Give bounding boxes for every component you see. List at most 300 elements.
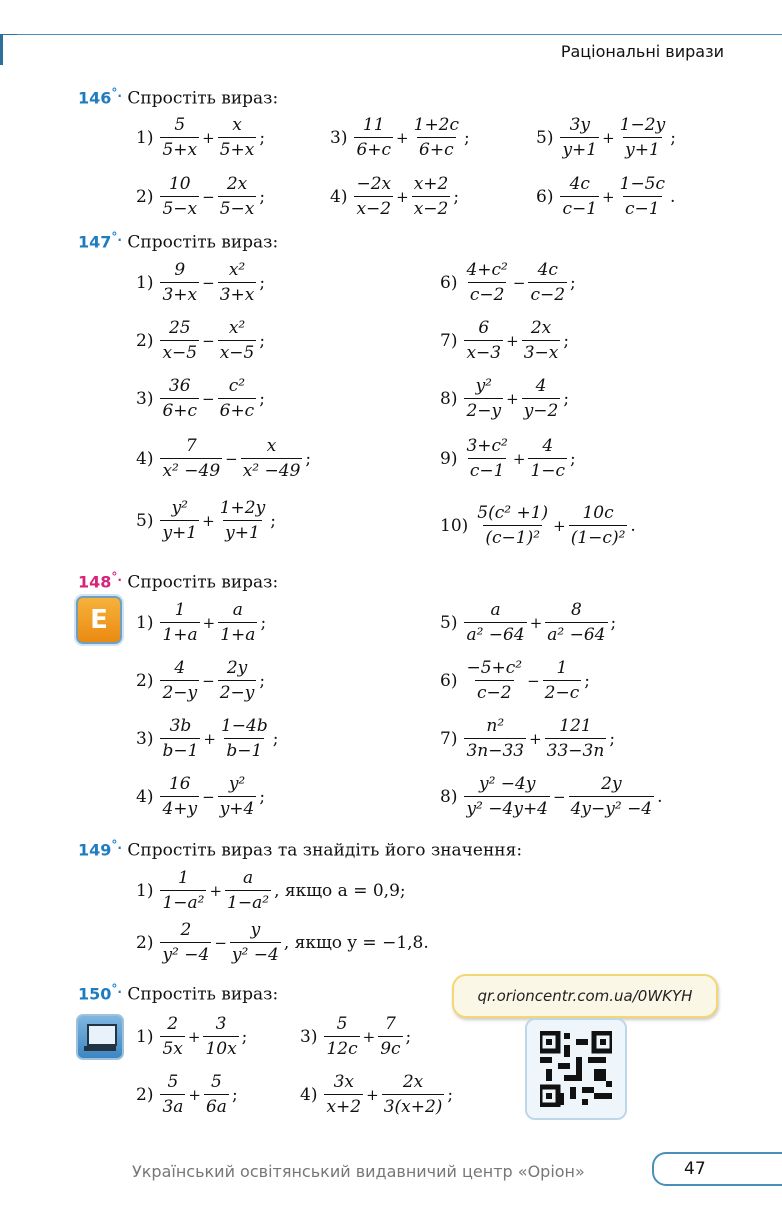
expression-item bbox=[136, 868, 406, 913]
fraction bbox=[569, 774, 655, 819]
item-tail: ; bbox=[270, 510, 276, 531]
operator: + bbox=[602, 187, 615, 206]
exercise-task: Спростіть вираз: bbox=[127, 984, 279, 1005]
fraction bbox=[475, 503, 550, 548]
denominator: x−2 bbox=[354, 196, 393, 219]
operator: − bbox=[225, 449, 238, 468]
item-tail: ; bbox=[453, 186, 460, 207]
header-tab bbox=[0, 34, 17, 65]
denominator: x² −49 bbox=[241, 458, 303, 481]
numerator: 1+2y bbox=[219, 498, 266, 518]
expression-item bbox=[440, 376, 569, 421]
fraction bbox=[382, 1072, 445, 1117]
operator: − bbox=[202, 787, 215, 806]
denominator: y² −4y+4 bbox=[464, 796, 550, 819]
item-label: 2) bbox=[136, 932, 154, 953]
numerator: 1 bbox=[174, 600, 186, 620]
fraction bbox=[378, 1014, 402, 1059]
exercise-task: Спростіть вираз та знайдіть його значення: bbox=[127, 840, 523, 861]
numerator: x bbox=[266, 436, 277, 456]
numerator: 2x bbox=[530, 318, 552, 338]
item-tail: ; bbox=[563, 330, 570, 351]
numerator: 3b bbox=[169, 716, 192, 736]
exercise-149-heading: 149°. Спростіть вираз та знайдіть його значення: bbox=[78, 838, 523, 861]
exercise-number: 147 bbox=[78, 232, 112, 252]
numerator: 6 bbox=[478, 318, 490, 338]
numerator: 2 bbox=[180, 920, 192, 940]
numerator: 1 bbox=[178, 868, 189, 888]
operator: + bbox=[506, 389, 519, 408]
fraction bbox=[218, 600, 257, 645]
denominator: b−1 bbox=[224, 738, 264, 761]
denominator: 33−3n bbox=[545, 738, 607, 761]
expression-item bbox=[136, 436, 311, 481]
fraction bbox=[324, 1072, 363, 1117]
denominator: 3+x bbox=[218, 282, 257, 305]
denominator: 1−a² bbox=[225, 890, 271, 913]
fraction bbox=[464, 658, 524, 703]
denominator: 9c bbox=[378, 1036, 402, 1059]
expression-item bbox=[136, 716, 278, 761]
item-tail: ; bbox=[259, 272, 266, 293]
numerator: 3+c² bbox=[466, 436, 508, 456]
operator: + bbox=[553, 516, 566, 535]
denominator: 1−c bbox=[528, 458, 567, 481]
expression-item bbox=[440, 318, 569, 363]
denominator: 3(x+2) bbox=[382, 1094, 445, 1117]
denominator: (1−c)² bbox=[569, 525, 628, 548]
item-tail: ; bbox=[570, 448, 576, 469]
item-label: 3) bbox=[136, 728, 154, 749]
item-tail: ; bbox=[584, 670, 590, 691]
numerator: a bbox=[490, 600, 501, 620]
expression-item bbox=[136, 260, 265, 305]
fraction bbox=[241, 436, 303, 481]
operator: − bbox=[202, 389, 215, 408]
denominator: 5+x bbox=[218, 137, 257, 160]
item-tail: , якщо a = 0,9; bbox=[274, 880, 406, 901]
fraction bbox=[543, 658, 582, 703]
item-label: 5) bbox=[440, 612, 458, 633]
denominator: 5+x bbox=[160, 137, 199, 160]
fraction bbox=[464, 318, 503, 363]
denominator: c−1 bbox=[468, 458, 507, 481]
denominator: y+4 bbox=[218, 796, 257, 819]
exercise-number: 146 bbox=[78, 88, 112, 108]
fraction bbox=[464, 600, 526, 645]
item-tail: . bbox=[657, 786, 663, 807]
exercise-number: 150 bbox=[78, 984, 112, 1004]
numerator: x² bbox=[228, 260, 246, 280]
fraction bbox=[204, 1072, 229, 1117]
denominator: 1+a bbox=[218, 622, 257, 645]
expression-item bbox=[330, 115, 470, 160]
fraction bbox=[160, 1014, 184, 1059]
qr-link[interactable]: qr.orioncentr.com.ua/0WKYH bbox=[452, 974, 718, 1018]
numerator: y bbox=[250, 920, 261, 940]
numerator: a bbox=[232, 600, 243, 620]
numerator: 5 bbox=[336, 1014, 348, 1034]
denominator: c−2 bbox=[468, 282, 507, 305]
operator: − bbox=[214, 933, 227, 952]
item-label: 9) bbox=[440, 448, 458, 469]
denominator: 10x bbox=[203, 1036, 238, 1059]
denominator: x² −49 bbox=[160, 458, 222, 481]
item-label: 1) bbox=[136, 1026, 154, 1047]
exercise-task: Спростіть вираз: bbox=[127, 572, 279, 593]
denominator: 2−c bbox=[543, 680, 582, 703]
fraction bbox=[160, 115, 199, 160]
numerator: 2y bbox=[601, 774, 622, 794]
numerator: 4c bbox=[537, 260, 558, 280]
numerator: 4+c² bbox=[466, 260, 508, 280]
denominator: y+1 bbox=[623, 137, 662, 160]
item-label: 1) bbox=[136, 880, 154, 901]
operator: + bbox=[506, 331, 519, 350]
expression-item bbox=[136, 498, 276, 543]
denominator: x−5 bbox=[160, 340, 199, 363]
denominator: 1−a² bbox=[160, 890, 206, 913]
operator: + bbox=[366, 1085, 379, 1104]
fraction bbox=[218, 774, 257, 819]
denominator: x−3 bbox=[464, 340, 503, 363]
fraction bbox=[218, 318, 257, 363]
item-tail: ; bbox=[464, 127, 470, 148]
operator: + bbox=[602, 128, 615, 147]
exercise-number: 148 bbox=[78, 572, 112, 592]
numerator: 5 bbox=[174, 115, 186, 135]
expression-item bbox=[136, 376, 265, 421]
fraction bbox=[464, 376, 503, 421]
numerator: y² bbox=[475, 376, 492, 396]
operator: − bbox=[512, 273, 526, 292]
item-tail: ; bbox=[259, 186, 266, 207]
denominator: y+1 bbox=[160, 520, 199, 543]
expression-item bbox=[440, 658, 590, 703]
numerator: 9 bbox=[174, 260, 186, 280]
numerator: 11 bbox=[362, 115, 385, 135]
numerator: 16 bbox=[168, 774, 191, 794]
fraction bbox=[230, 920, 281, 965]
exercise-146-heading: 146°. Спростіть вираз: bbox=[78, 86, 279, 109]
item-label: 4) bbox=[136, 448, 154, 469]
fraction bbox=[464, 436, 509, 481]
item-tail: ; bbox=[241, 1026, 248, 1047]
fraction bbox=[160, 600, 199, 645]
operator: + bbox=[362, 1027, 376, 1046]
numerator: 3 bbox=[215, 1014, 227, 1034]
fraction bbox=[545, 716, 607, 761]
fraction bbox=[464, 774, 550, 819]
numerator: 1+2c bbox=[413, 115, 460, 135]
item-label: 4) bbox=[300, 1084, 318, 1105]
fraction bbox=[324, 1014, 359, 1059]
numerator: a bbox=[242, 868, 254, 888]
item-tail: ; bbox=[563, 388, 570, 409]
fraction bbox=[618, 115, 667, 160]
denominator: 2−y bbox=[464, 398, 503, 421]
item-tail: . bbox=[670, 186, 676, 207]
numerator: −5+c² bbox=[466, 658, 523, 678]
computer-icon bbox=[76, 1014, 124, 1060]
item-label: 6) bbox=[440, 272, 458, 293]
e-badge-icon: E bbox=[76, 596, 122, 644]
exercise-task: Спростіть вираз: bbox=[127, 232, 279, 253]
denominator: y² −4 bbox=[160, 942, 211, 965]
numerator: 4 bbox=[542, 436, 554, 456]
expression-item bbox=[136, 774, 265, 819]
denominator: 3a bbox=[160, 1094, 185, 1117]
expression-item bbox=[330, 174, 459, 219]
denominator: c−1 bbox=[623, 196, 662, 219]
item-label: 5) bbox=[536, 127, 554, 148]
qr-code-icon bbox=[525, 1018, 627, 1120]
denominator: 6+c bbox=[218, 398, 257, 421]
numerator: 10 bbox=[168, 174, 191, 194]
operator: + bbox=[203, 729, 216, 748]
operator: + bbox=[187, 1027, 201, 1046]
expression-item bbox=[440, 774, 663, 819]
fraction bbox=[160, 774, 199, 819]
numerator: 5 bbox=[167, 1072, 179, 1092]
fraction bbox=[218, 658, 257, 703]
denominator: 5−x bbox=[160, 196, 199, 219]
numerator: 3x bbox=[333, 1072, 354, 1092]
exercise-task: Спростіть вираз: bbox=[127, 88, 279, 109]
denominator: y+1 bbox=[223, 520, 262, 543]
exercise-147-heading: 147°. Спростіть вираз: bbox=[78, 230, 279, 253]
item-tail: ; bbox=[231, 1084, 238, 1105]
fraction bbox=[160, 658, 199, 703]
fraction bbox=[203, 1014, 238, 1059]
expression-item bbox=[440, 260, 576, 305]
fraction bbox=[218, 115, 257, 160]
numerator: 2x bbox=[402, 1072, 424, 1092]
item-label: 8) bbox=[440, 388, 458, 409]
numerator: 4 bbox=[535, 376, 547, 396]
denominator: 2−y bbox=[160, 680, 199, 703]
item-tail: , якщо y = −1,8. bbox=[283, 932, 429, 953]
denominator: c−1 bbox=[560, 196, 599, 219]
denominator: x−2 bbox=[412, 196, 451, 219]
operator: + bbox=[396, 128, 409, 147]
denominator: 4+y bbox=[160, 796, 199, 819]
item-tail: ; bbox=[259, 388, 265, 409]
denominator: y+1 bbox=[560, 137, 599, 160]
fraction bbox=[225, 868, 271, 913]
item-label: 1) bbox=[136, 127, 154, 148]
numerator: x bbox=[232, 115, 242, 135]
item-label: 4) bbox=[136, 786, 154, 807]
operator: − bbox=[202, 671, 215, 690]
numerator: 10c bbox=[582, 503, 614, 523]
operator: + bbox=[396, 187, 409, 206]
denominator: a² −64 bbox=[545, 622, 607, 645]
expression-item bbox=[440, 503, 636, 548]
numerator: x² bbox=[228, 318, 246, 338]
item-tail: ; bbox=[259, 330, 266, 351]
numerator: 4c bbox=[569, 174, 590, 194]
denominator: y−2 bbox=[522, 398, 561, 421]
item-label: 8) bbox=[440, 786, 458, 807]
expression-item bbox=[440, 600, 616, 645]
denominator: 1+a bbox=[160, 622, 199, 645]
numerator: 1 bbox=[556, 658, 568, 678]
numerator: −2x bbox=[356, 174, 392, 194]
fraction bbox=[219, 716, 270, 761]
operator: − bbox=[553, 787, 566, 806]
item-label: 1) bbox=[136, 612, 154, 633]
numerator: 5(c² +1) bbox=[477, 503, 549, 523]
denominator: 5−x bbox=[218, 196, 257, 219]
expression-item bbox=[536, 174, 675, 219]
numerator: 5 bbox=[211, 1072, 222, 1092]
denominator: 3+x bbox=[160, 282, 199, 305]
item-tail: ; bbox=[272, 728, 279, 749]
denominator: x+2 bbox=[324, 1094, 363, 1117]
fraction bbox=[354, 174, 393, 219]
operator: + bbox=[188, 1085, 201, 1104]
item-label: 7) bbox=[440, 728, 458, 749]
operator: + bbox=[512, 449, 526, 468]
expression-item bbox=[440, 436, 576, 481]
fraction bbox=[528, 436, 567, 481]
numerator: 7 bbox=[384, 1014, 396, 1034]
item-label: 1) bbox=[136, 272, 154, 293]
exercise-number: 149 bbox=[78, 840, 112, 860]
expression-item bbox=[136, 174, 265, 219]
fraction bbox=[218, 260, 257, 305]
fraction bbox=[218, 174, 257, 219]
item-label: 3) bbox=[300, 1026, 318, 1047]
item-tail: ; bbox=[447, 1084, 454, 1105]
expression-item bbox=[136, 115, 265, 160]
operator: + bbox=[202, 613, 216, 632]
operator: + bbox=[529, 613, 543, 632]
denominator: b−1 bbox=[160, 738, 200, 761]
expression-item bbox=[136, 1072, 238, 1117]
fraction bbox=[160, 716, 200, 761]
denominator: (c−1)² bbox=[483, 525, 542, 548]
fraction bbox=[545, 600, 607, 645]
numerator: 3y bbox=[569, 115, 590, 135]
numerator: x+2 bbox=[413, 174, 449, 194]
operator: − bbox=[202, 331, 215, 350]
fraction bbox=[412, 115, 461, 160]
numerator: 36 bbox=[168, 376, 191, 396]
denominator: x−5 bbox=[218, 340, 257, 363]
expression-item bbox=[440, 716, 615, 761]
numerator: y² bbox=[171, 498, 188, 518]
numerator: 8 bbox=[570, 600, 582, 620]
denominator: 5x bbox=[160, 1036, 184, 1059]
fraction bbox=[160, 1072, 185, 1117]
expression-item bbox=[136, 318, 265, 363]
denominator: 2−y bbox=[218, 680, 257, 703]
numerator: 25 bbox=[168, 318, 191, 338]
item-label: 4) bbox=[330, 186, 348, 207]
item-tail: ; bbox=[260, 612, 267, 633]
item-tail: ; bbox=[570, 272, 576, 293]
fraction bbox=[160, 436, 222, 481]
expression-item bbox=[136, 920, 429, 965]
item-tail: ; bbox=[259, 670, 266, 691]
expression-item bbox=[136, 1014, 247, 1059]
item-label: 7) bbox=[440, 330, 458, 351]
fraction bbox=[569, 503, 628, 548]
numerator: 4 bbox=[174, 658, 186, 678]
denominator: 4y−y² −4 bbox=[569, 796, 655, 819]
numerator: 1−4b bbox=[220, 716, 268, 736]
numerator: 1−2y bbox=[619, 115, 666, 135]
fraction bbox=[160, 260, 199, 305]
fraction bbox=[160, 376, 199, 421]
operator: + bbox=[202, 128, 215, 147]
denominator: 6a bbox=[204, 1094, 229, 1117]
denominator: 6+c bbox=[354, 137, 393, 160]
denominator: 6+c bbox=[160, 398, 199, 421]
item-tail: ; bbox=[670, 127, 676, 148]
denominator: c−2 bbox=[475, 680, 514, 703]
denominator: a² −64 bbox=[464, 622, 526, 645]
item-label: 6) bbox=[536, 186, 554, 207]
operator: + bbox=[209, 881, 223, 900]
operator: + bbox=[529, 729, 542, 748]
expression-item bbox=[136, 658, 265, 703]
operator: + bbox=[202, 511, 215, 530]
fraction bbox=[354, 115, 393, 160]
numerator: 1−5c bbox=[619, 174, 666, 194]
numerator: 2y bbox=[226, 658, 248, 678]
operator: − bbox=[527, 671, 540, 690]
item-label: 2) bbox=[136, 1084, 154, 1105]
numerator: c² bbox=[228, 376, 246, 396]
item-tail: ; bbox=[405, 1026, 412, 1047]
operator: − bbox=[202, 187, 215, 206]
fraction bbox=[160, 318, 199, 363]
item-label: 6) bbox=[440, 670, 458, 691]
item-label: 2) bbox=[136, 186, 154, 207]
numerator: 121 bbox=[559, 716, 592, 736]
item-label: 10) bbox=[440, 515, 469, 536]
exercise-150-heading: 150°. Спростіть вираз: bbox=[78, 982, 279, 1005]
expression-item bbox=[300, 1014, 411, 1059]
fraction bbox=[522, 376, 561, 421]
fraction bbox=[160, 174, 199, 219]
fraction bbox=[560, 174, 599, 219]
publisher-footer: Український освітянський видавничий центр «Оріон» bbox=[132, 1162, 585, 1181]
denominator: 3−x bbox=[522, 340, 561, 363]
fraction bbox=[160, 498, 199, 543]
expression-item bbox=[300, 1072, 453, 1117]
numerator: 2 bbox=[167, 1014, 179, 1034]
denominator: 12c bbox=[324, 1036, 359, 1059]
fraction bbox=[528, 260, 567, 305]
item-label: 3) bbox=[330, 127, 348, 148]
section-title: Раціональні вирази bbox=[560, 42, 724, 61]
fraction bbox=[618, 174, 667, 219]
fraction bbox=[464, 716, 526, 761]
fraction bbox=[218, 498, 267, 543]
fraction bbox=[218, 376, 257, 421]
item-tail: ; bbox=[259, 127, 266, 148]
item-label: 2) bbox=[136, 670, 154, 691]
denominator: y² −4 bbox=[230, 942, 281, 965]
numerator: n² bbox=[486, 716, 505, 736]
item-tail: ; bbox=[610, 612, 617, 633]
fraction bbox=[522, 318, 561, 363]
expression-item bbox=[136, 600, 266, 645]
